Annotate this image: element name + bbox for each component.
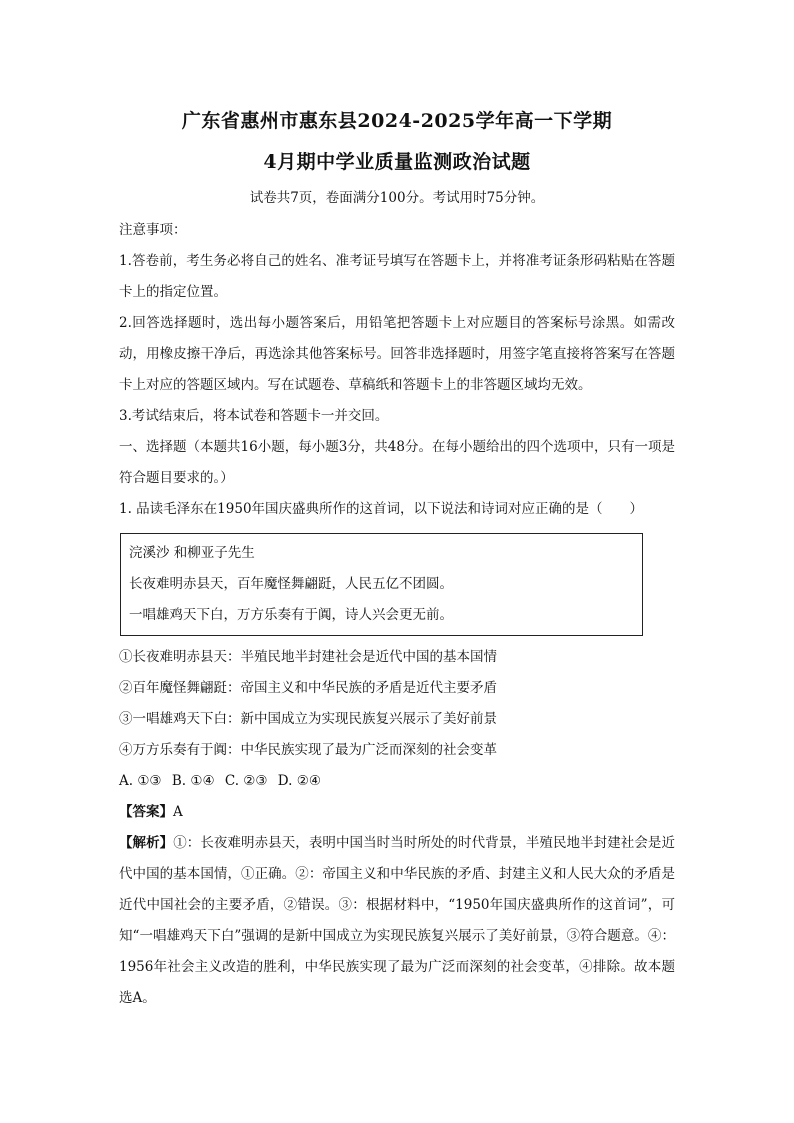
statement-3: ③一唱雄鸡天下白：新中国成立为实现民族复兴展示了美好前景 (119, 711, 497, 727)
answer-label: 【答案】 (119, 804, 173, 820)
poem-title: 浣溪沙 和柳亚子先生 (129, 545, 255, 561)
answer-line (119, 797, 675, 828)
analysis-text: ①：长夜难明赤县天，表明中国当时当时所处的时代背景，半殖民地半封建社会是近代中国的基本国情，①正确。②：帝国主义和中华民族的矛盾、封建主义和人民大众的矛盾是近代中国社会的主要矛盾，②错误。③：根据材料中，“1950年国庆盛典所作的这首词”，可知“一唱雄鸡天下白”强调的是新中国成立为实现民族复兴展示了美好前景，③符合题意。④：1956年社会主义改造的胜利，中华民族实现了最为广泛而深刻的社会变革，④排除。故本题选A。 (119, 835, 675, 1006)
choice-b: B. ①④ (171, 773, 215, 789)
poem-box (120, 533, 643, 636)
choice-d: D. ②④ (277, 773, 321, 789)
statement-2: ②百年魔怪舞翩跹：帝国主义和中华民族的矛盾是近代主要矛盾 (119, 680, 497, 696)
page-title-line2: 4月期中学业质量监测政治试题 (263, 151, 531, 173)
choice-c: C. ②③ (224, 773, 268, 789)
statement-4: ④万方乐奏有于阗：中华民族实现了最为广泛而深刻的社会变革 (119, 742, 497, 758)
choice-a: A. ①③ (119, 773, 162, 789)
choice-row (119, 766, 675, 797)
answer-value: A (173, 804, 183, 820)
notice-item-2: 2.回答选择题时，选出每小题答案后，用铅笔把答题卡上对应题目的答案标号涂黑。如需改动，用橡皮擦干净后，再选涂其他答案标号。回答非选择题时，用签字笔直接将答案写在答题卡上对应的答题区域内。写在试题卷、草稿纸和答题卡上的非答题区域均无效。 (119, 315, 675, 393)
page-title-line1: 广东省惠州市惠东县2024-2025学年高一下学期 (181, 110, 613, 132)
notice-item-1: 1.答卷前，考生务必将自己的姓名、准考证号填写在答题卡上，并将准考证条形码粘贴在答题卡上的指定位置。 (119, 253, 675, 300)
analysis-label: 【解析】 (119, 835, 174, 851)
exam-info: 试卷共7页，卷面满分100分。考试用时75分钟。 (249, 190, 545, 206)
document-body (119, 215, 675, 1014)
statement-1: ①长夜难明赤县天：半殖民地半封建社会是近代中国的基本国情 (119, 649, 497, 665)
poem-line-1: 长夜难明赤县天，百年魔怪舞翩跹，人民五亿不团圆。 (129, 576, 453, 592)
notice-item-3: 3.考试结束后，将本试卷和答题卡一并交回。 (119, 408, 389, 424)
poem-line-2: 一唱雄鸡天下白，万方乐奏有于阗，诗人兴会更无前。 (129, 607, 453, 623)
notice-heading: 注意事项： (119, 222, 187, 238)
analysis-paragraph (119, 828, 675, 1014)
section-heading: 一、选择题（本题共16小题，每小题3分，共48分。在每小题给出的四个选项中，只有一项是符合题目要求的。） (119, 439, 675, 486)
question-stem: 1. 品读毛泽东在1950年国庆盛典所作的这首词，以下说法和诗词对应正确的是（ ） (119, 501, 644, 517)
